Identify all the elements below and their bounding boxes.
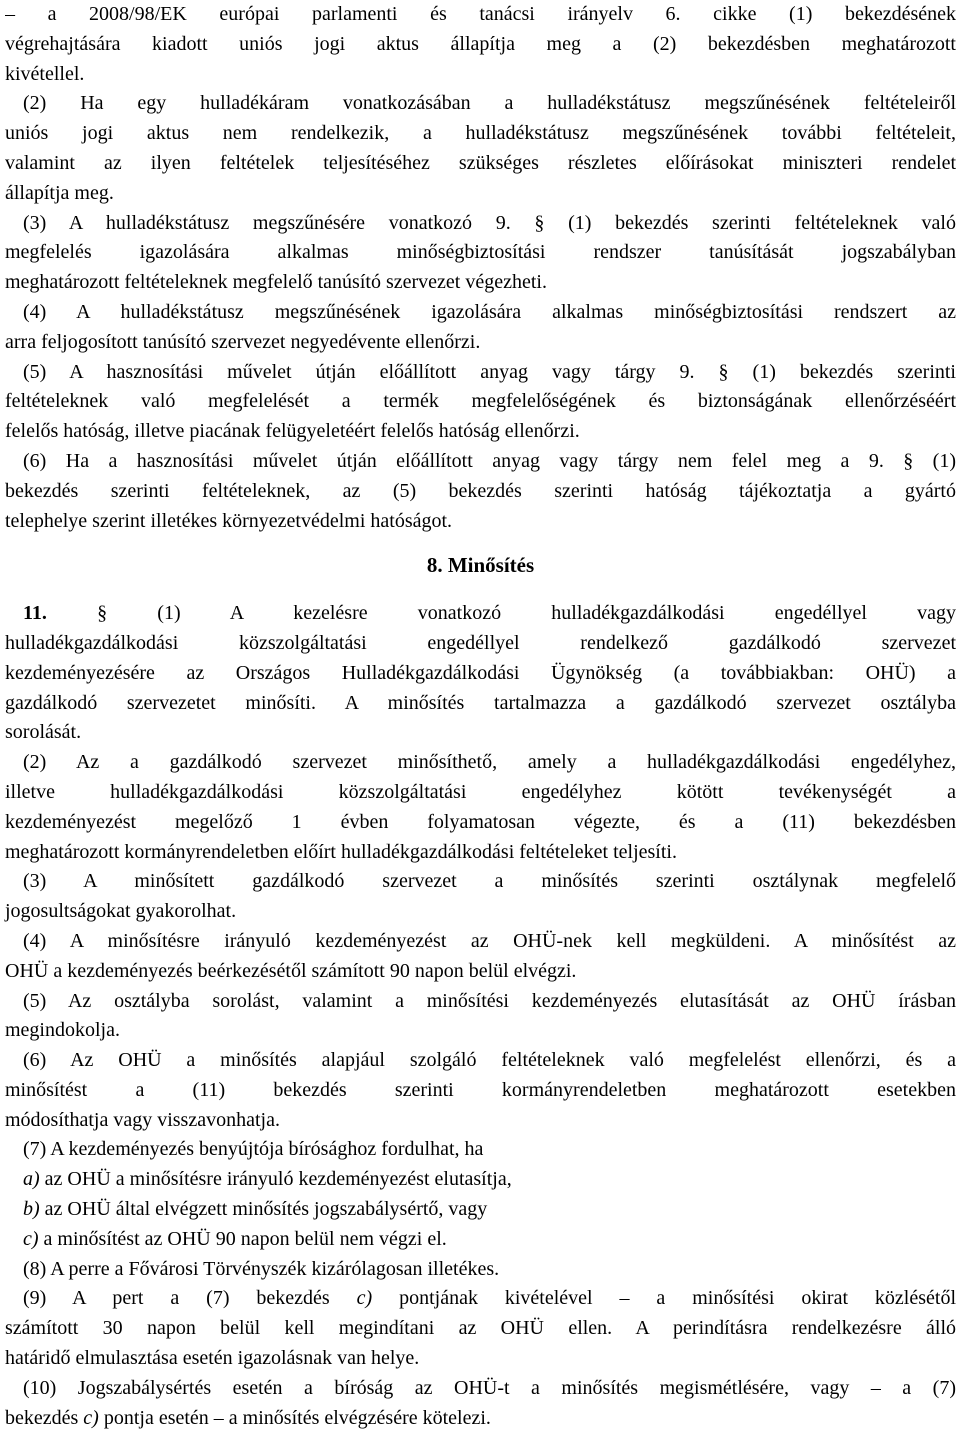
list-item-label: a) — [23, 1168, 40, 1191]
text-line: hulladékgazdálkodási közszolgáltatási engedéllyel rendelkező gazdálkodó szervezet — [5, 631, 956, 654]
paragraph-10-line-2 — [5, 1404, 956, 1433]
text-line: illetve hulladékgazdálkodási közszolgáltatási engedélyhez kötött tevékenységét a — [5, 780, 956, 803]
section-heading: 8. Minősítés — [426, 553, 535, 578]
para10-italic-c: c) — [83, 1406, 99, 1429]
text-line: állapítja meg. — [5, 181, 114, 204]
text-block-top — [5, 0, 956, 536]
text-line: meghatározott kormányrendeletben előírt hulladékgazdálkodási feltételeket teljesíti. — [5, 840, 677, 863]
text-line: OHÜ a kezdeményezés beérkezésétől számított 90 napon belül elvégzi. — [5, 959, 577, 982]
paragraph-10-line-1: (10) Jogszabálysértés esetén a bíróság az OHÜ-t a minősítés megismétlésére, vagy – a (7) — [23, 1376, 956, 1399]
text-line: (3) A minősített gazdálkodó szervezet a minősítés szerinti osztálynak megfelelő — [23, 870, 956, 893]
text-line: (4) A minősítésre irányuló kezdeményezést az OHÜ-nek kell megküldeni. A minősítést az — [23, 929, 956, 952]
text-line: (4) A hulladékstátusz megszűnésének igazolására alkalmas minőségbiztosítási rendszert az — [23, 300, 956, 323]
text-line: megindokolja. — [5, 1019, 120, 1042]
paragraph-8: (8) A perre a Fővárosi Törvényszék kizárólagosan illetékes. — [23, 1257, 500, 1280]
text-line: meghatározott feltételeknek megfelelő tanúsító szervezet végezheti. — [5, 271, 547, 294]
text-line: sorolását. — [5, 721, 82, 744]
text-line: (5) Az osztályba sorolást, valamint a minősítési kezdeményezés elutasítását az OHÜ írásban — [23, 989, 956, 1012]
para9-italic-c: c) — [356, 1287, 373, 1310]
text-line: kezdeményezésére az Országos Hulladékgazdálkodási Ügynökség (a továbbiakban: OHÜ) a — [5, 661, 956, 684]
text-line: megfelelés igazolására alkalmas minőségbiztosítási rendszer tanúsítását jogszabályban — [5, 241, 956, 264]
text-line: (6) Az OHÜ a minősítés alapjául szolgáló feltételeknek való megfelelést ellenőrzi, és a — [23, 1049, 956, 1072]
para10-text-b: pontja esetén – a minősítés elvégzésére kötelezi. — [103, 1406, 491, 1429]
text-line: valamint az ilyen feltételek teljesítéséhez szükséges részletes előírásokat miniszteri rendelet — [5, 151, 956, 174]
paragraph-9-line-3: határidő elmulasztása esetén igazolásnak van helye. — [5, 1347, 420, 1370]
text-line: (2) Az a gazdálkodó szervezet minősíthető, amely a hulladékgazdálkodási engedélyhez, — [23, 751, 956, 774]
text-line: uniós jogi aktus nem rendelkezik, a hulladékstátusz megszűnésének további feltételeit, — [5, 122, 956, 145]
text-line: kivétellel. — [5, 62, 85, 85]
para10-text-a: bekezdés — [5, 1406, 79, 1429]
section-first-line — [5, 599, 956, 629]
text-block-bottom — [5, 629, 956, 1165]
text-line: (5) A hasznosítási művelet útján előállított anyag vagy tárgy 9. § (1) bekezdés szerinti — [23, 360, 956, 383]
text-line: bekezdés szerinti feltételeknek, az (5) bekezdés szerinti hatóság tájékoztatja a gyártó — [5, 479, 956, 502]
list-item-text: a minősítést az OHÜ 90 napon belül nem végzi el. — [38, 1227, 447, 1250]
text-line: (3) A hulladékstátusz megszűnésére vonatkozó 9. § (1) bekezdés szerinti feltételeknek való — [23, 211, 956, 234]
list-block — [5, 1165, 956, 1254]
text-line: felelős hatóság, illetve piacának felügyeletéért felelős hatóság ellenőrzi. — [5, 420, 580, 443]
text-line: arra feljogosított tanúsító szervezet negyedévente ellenőrzi. — [5, 330, 481, 353]
text-line: – a 2008/98/EK európai parlamenti és tanácsi irányelv 6. cikke (1) bekezdésének — [5, 3, 956, 25]
text-line: (2) Ha egy hulladékáram vonatkozásában a hulladékstátusz megszűnésének feltételeiről — [23, 92, 956, 115]
list-item-label: b) — [23, 1198, 40, 1221]
list-item-text: az OHÜ által elvégzett minősítés jogszabálysértő, vagy — [39, 1198, 488, 1221]
list-item — [5, 1225, 956, 1255]
para9-text-b: pontjának kivételével – a minősítési okirat közlésétől — [399, 1287, 956, 1310]
text-line: gazdálkodó szervezetet minősíti. A minősítés tartalmazza a gazdálkodó szervezet osztályba — [5, 691, 956, 714]
paragraph-9-line-2: számított 30 napon belül kell megindítani az OHÜ ellen. A perindításra rendelkezésre álló — [5, 1317, 956, 1340]
list-item-text: az OHÜ a minősítésre irányuló kezdeményezést elutasítja, — [39, 1168, 512, 1191]
text-line: jogosultságokat gyakorolhat. — [5, 900, 237, 923]
text-line: (7) A kezdeményezés benyújtója bírósághoz fordulhat, ha — [23, 1138, 484, 1161]
list-item — [5, 1165, 956, 1195]
section-number: 11. — [23, 602, 47, 625]
list-item — [5, 1195, 956, 1225]
para9-text-a: (9) A pert a (7) bekezdés — [23, 1287, 330, 1310]
paragraph-9-line-1 — [5, 1284, 956, 1314]
list-item-label: c) — [23, 1227, 39, 1250]
text-line: (6) Ha a hasznosítási művelet útján előállított anyag vagy tárgy nem felel meg a 9. § (1) — [23, 449, 956, 472]
text-line: telephelye szerint illetékes környezetvédelmi hatóságot. — [5, 509, 453, 532]
section-first-text: § (1) A kezelésre vonatkozó hulladékgazdálkodási engedéllyel vagy — [97, 602, 956, 625]
text-line: minősítést a (11) bekezdés szerinti kormányrendeletben meghatározott esetekben — [5, 1078, 956, 1101]
text-line: kezdeményezést megelőző 1 évben folyamatosan végezte, és a (11) bekezdésben — [5, 810, 956, 833]
text-line: végrehajtására kiadott uniós jogi aktus állapítja meg a (2) bekezdésben meghatározott — [5, 32, 956, 55]
text-line: módosíthatja vagy visszavonhatja. — [5, 1108, 280, 1131]
text-line: feltételeknek való megfelelését a termék megfelelőségének és biztonságának ellenőrzéséért — [5, 390, 956, 413]
